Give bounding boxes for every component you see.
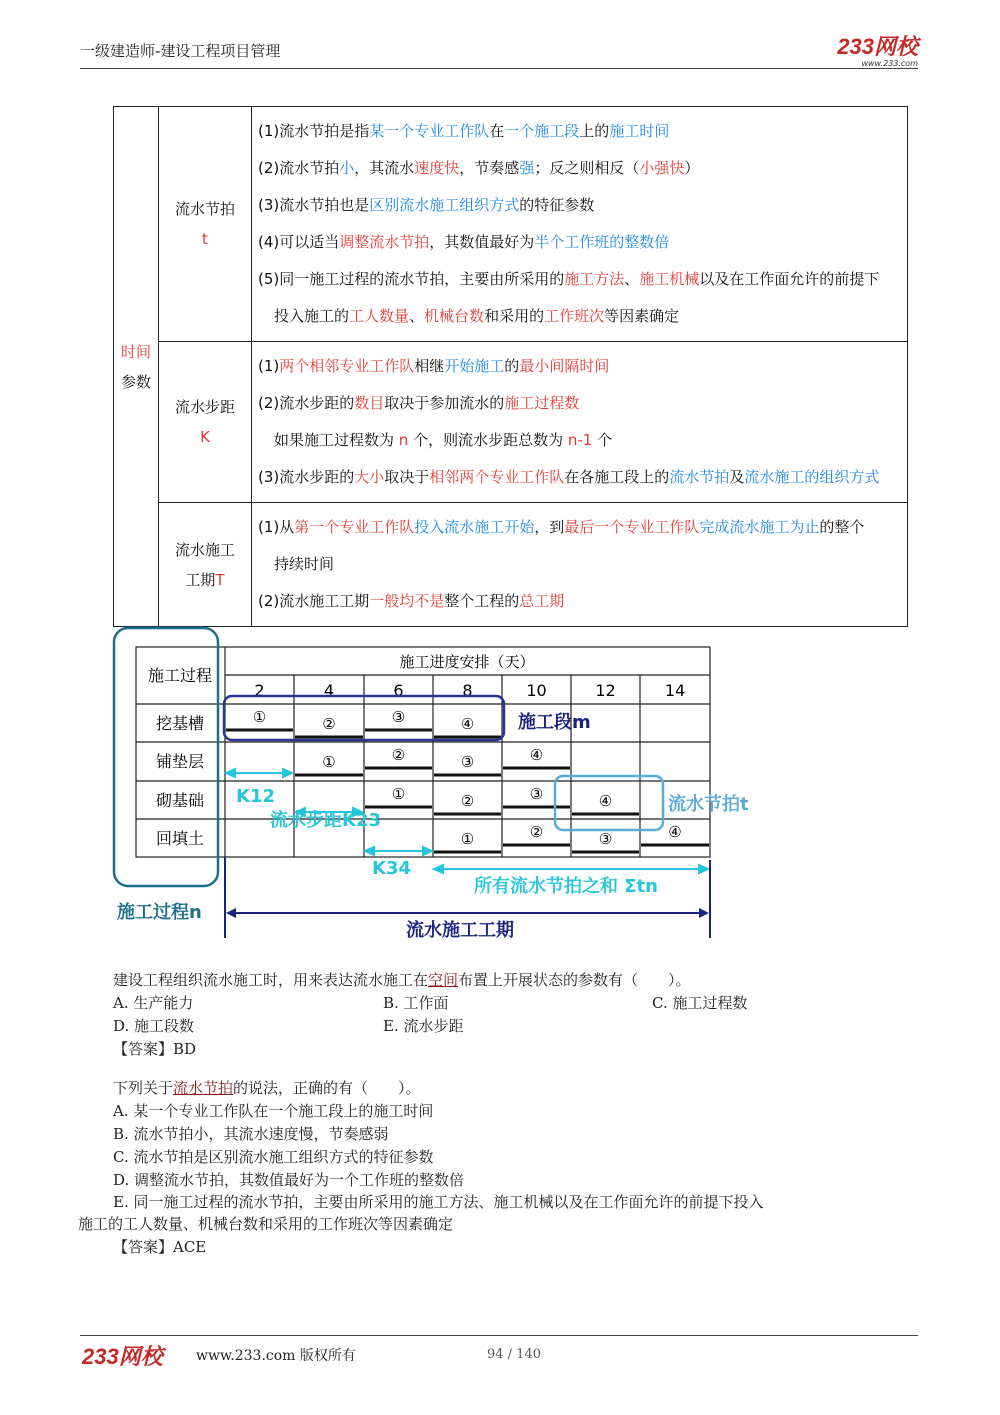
q2-answer: 【答案】ACE xyxy=(113,1238,207,1256)
header-left-label: 施工过程 xyxy=(147,666,213,685)
desc-segment: 总工期 xyxy=(519,592,565,610)
desc-segment: 、 xyxy=(624,270,640,288)
desc-segment: 流水施工的组织方式 xyxy=(744,468,880,486)
desc-line xyxy=(258,348,903,385)
question2-stem xyxy=(113,1077,421,1100)
arrow-head xyxy=(365,847,374,855)
segment-label: ① xyxy=(460,830,475,848)
q1-option-b: B. 工作面 xyxy=(383,994,449,1012)
desc-segment: ） xyxy=(684,159,700,177)
segment-m-label: 施工段m xyxy=(518,712,591,733)
param-desc-takt xyxy=(252,107,908,342)
q1-answer: 【答案】BD xyxy=(113,1040,197,1058)
desc-line xyxy=(258,298,903,335)
segment-label: ④ xyxy=(460,715,475,733)
flow-schedule-chart xyxy=(0,620,1000,960)
day-label: 14 xyxy=(664,681,686,700)
category-label-line2: 参数 xyxy=(120,372,151,391)
param-desc-step xyxy=(252,342,908,503)
schedule-grid xyxy=(136,647,710,857)
q1-stem-post: 布置上开展状态的参数有（ ）。 xyxy=(458,971,691,989)
segment-label: ② xyxy=(391,746,406,764)
desc-segment: 、 xyxy=(409,307,425,325)
q1-option-a: A. 生产能力 xyxy=(113,994,194,1012)
q1-stem-key: 空间 xyxy=(428,971,459,989)
footer-copyright: www.233.com 版权所有 xyxy=(196,1348,356,1364)
category-cell xyxy=(114,107,159,627)
q2-stem-key: 流水节拍 xyxy=(173,1079,234,1097)
desc-segment: 最后一个专业工作队 xyxy=(564,518,700,536)
day-label: 4 xyxy=(323,681,335,700)
param-name-text: 流水施工 xyxy=(174,540,235,559)
desc-segment: 投入流水施工开始 xyxy=(414,518,535,536)
process-n-label: 施工过程n xyxy=(117,902,202,923)
desc-segment: 施工机械 xyxy=(639,270,700,288)
desc-segment: ，其数值最好为 xyxy=(429,233,535,251)
param-name-duration xyxy=(159,503,252,627)
desc-line xyxy=(258,224,903,261)
desc-segment: 的 xyxy=(504,357,520,375)
process-label: 砌基础 xyxy=(155,791,205,810)
desc-segment: 小 xyxy=(339,159,355,177)
segment-label: ① xyxy=(391,785,406,803)
segment-label: ② xyxy=(460,792,475,810)
desc-segment: 速度快 xyxy=(414,159,460,177)
desc-segment: 的特征参数 xyxy=(519,196,595,214)
desc-line xyxy=(258,459,903,496)
logo-url: www.233.com xyxy=(861,59,918,68)
segment-label: ① xyxy=(252,708,267,726)
segment-label: ③ xyxy=(460,753,475,771)
arrow-head xyxy=(423,847,432,855)
arrow-head xyxy=(434,865,443,873)
desc-segment: ，节奏感 xyxy=(459,159,520,177)
segment-label: ④ xyxy=(529,746,544,764)
desc-segment: 在各施工段上的 xyxy=(564,468,670,486)
k23-label: 流水步距K23 xyxy=(270,810,381,831)
day-label: 6 xyxy=(393,681,404,700)
param-name-step xyxy=(159,342,252,503)
desc-segment: 和采用的 xyxy=(484,307,545,325)
day-label: 2 xyxy=(254,681,265,700)
desc-segment: ；反之则相反（ xyxy=(534,159,640,177)
segment-label: ③ xyxy=(598,830,613,848)
arrow-head xyxy=(226,769,235,777)
process-label: 挖基槽 xyxy=(155,714,205,733)
desc-segment: ，其流水 xyxy=(354,159,415,177)
desc-segment: (3)流水步距的 xyxy=(258,468,355,486)
segment-label: ② xyxy=(529,823,544,841)
footer-divider xyxy=(80,1335,918,1336)
q2-stem-pre: 下列关于 xyxy=(113,1079,174,1097)
desc-line xyxy=(258,509,903,546)
desc-segment: 调整流水节拍 xyxy=(339,233,430,251)
desc-segment: (4)可以适当 xyxy=(258,233,340,251)
desc-segment: (2)流水节拍 xyxy=(258,159,340,177)
desc-segment: 相邻两个专业工作队 xyxy=(429,468,565,486)
grid-outline xyxy=(136,647,710,857)
desc-segment: 机械台数 xyxy=(424,307,485,325)
k34-label: K34 xyxy=(372,858,411,879)
param-name-takt xyxy=(159,107,252,342)
day-label: 8 xyxy=(462,681,473,700)
desc-segment: 及 xyxy=(729,468,745,486)
header-divider xyxy=(80,68,918,69)
desc-segment: 小强快 xyxy=(639,159,685,177)
desc-segment: 工人数量 xyxy=(349,307,410,325)
desc-line xyxy=(258,385,903,422)
header-logo xyxy=(837,30,918,68)
desc-segment: 的整个 xyxy=(819,518,865,536)
sum-label: 所有流水节拍之和 Σtn xyxy=(474,876,658,897)
desc-segment: 持续时间 xyxy=(274,555,335,573)
desc-segment: 施工时间 xyxy=(609,122,670,140)
arrow-head xyxy=(699,908,709,918)
q1-option-e: E. 流水步距 xyxy=(383,1017,464,1035)
desc-line xyxy=(258,422,903,459)
desc-segment: 区别流水施工组织方式 xyxy=(369,196,520,214)
param-desc-duration xyxy=(252,503,908,627)
category-label-line1: 时间 xyxy=(120,342,151,361)
desc-segment: 第一个专业工作队 xyxy=(294,518,415,536)
desc-segment: 开始施工 xyxy=(444,357,505,375)
segment-label: ③ xyxy=(391,708,406,726)
desc-segment: 等因素确定 xyxy=(604,307,680,325)
desc-line xyxy=(258,546,903,583)
desc-segment: (2)流水施工工期 xyxy=(258,592,370,610)
q1-option-c: C. 施工过程数 xyxy=(652,994,748,1012)
desc-line xyxy=(258,150,903,187)
desc-segment: 上的 xyxy=(579,122,610,140)
desc-line xyxy=(258,187,903,224)
desc-segment: (1)从 xyxy=(258,518,295,536)
q2-option-a: A. 某一个专业工作队在一个施工段上的施工时间 xyxy=(113,1102,434,1120)
desc-segment: 完成流水施工为止 xyxy=(699,518,820,536)
desc-segment: 取决于 xyxy=(384,468,430,486)
arrow-head xyxy=(226,908,236,918)
segment-label: ④ xyxy=(668,823,682,841)
param-name-text2: 工期 xyxy=(185,570,216,589)
q2-option-c: C. 流水节拍是区别流水施工组织方式的特征参数 xyxy=(113,1148,434,1166)
page-number: 94 / 140 xyxy=(487,1347,541,1362)
day-label: 10 xyxy=(526,681,547,700)
desc-segment: 半个工作班的整数倍 xyxy=(534,233,670,251)
footer-logo: 233网校 xyxy=(82,1344,163,1369)
desc-segment: 强 xyxy=(519,159,535,177)
desc-line xyxy=(258,583,903,620)
desc-segment: 施工方法 xyxy=(564,270,625,288)
desc-segment: (2)流水步距的 xyxy=(258,394,355,412)
desc-segment: 取决于参加流水的 xyxy=(384,394,505,412)
desc-segment: ，到 xyxy=(534,518,565,536)
day-label: 12 xyxy=(595,681,616,700)
desc-segment: 工作班次 xyxy=(544,307,605,325)
desc-segment: (3)流水节拍也是 xyxy=(258,196,370,214)
desc-segment: (1)流水节拍是指 xyxy=(258,122,370,140)
param-name-text: 流水步距 xyxy=(174,398,235,416)
desc-line xyxy=(258,113,903,150)
k12-label: K12 xyxy=(236,786,275,807)
segment-label: ④ xyxy=(598,792,613,810)
desc-segment: 流水节拍 xyxy=(669,468,730,486)
q1-option-d: D. 施工段数 xyxy=(113,1017,195,1035)
q2-option-e-line2: 施工的工人数量、机械台数和采用的工作班次等因素确定 xyxy=(78,1215,454,1233)
q2-stem-post: 的说法，正确的有（ ）。 xyxy=(233,1079,421,1097)
desc-segment: 如果施工过程数为 xyxy=(274,431,399,449)
desc-segment: (5)同一施工过程的流水节拍，主要由所采用的 xyxy=(258,270,565,288)
desc-segment: 一般均不是 xyxy=(369,592,445,610)
desc-segment: 某一个专业工作队 xyxy=(369,122,490,140)
header-top-label: 施工进度安排（天） xyxy=(399,653,535,671)
desc-segment: (1) xyxy=(258,357,280,375)
desc-segment: 两个相邻专业工作队 xyxy=(279,357,415,375)
segment-label: ③ xyxy=(529,785,544,803)
desc-segment: 投入施工的 xyxy=(274,307,350,325)
desc-segment: n-1 xyxy=(567,431,593,449)
desc-segment: 个，则流水步距总数为 xyxy=(408,431,568,449)
param-symbol: T xyxy=(215,570,225,589)
desc-segment: 在 xyxy=(489,122,505,140)
arrow-head xyxy=(699,865,708,873)
desc-segment: 施工过程数 xyxy=(504,394,580,412)
desc-segment: 以及在工作面允许的前提下 xyxy=(699,270,880,288)
q2-option-b: B. 流水节拍小，其流水速度慢，节奏感弱 xyxy=(113,1125,389,1143)
arrow-head xyxy=(283,769,292,777)
desc-segment: 数目 xyxy=(354,394,385,412)
q2-option-d: D. 调整流水节拍，其数值最好为一个工作班的整数倍 xyxy=(113,1171,465,1189)
param-name-text: 流水节拍 xyxy=(174,200,235,218)
q1-stem-pre: 建设工程组织流水施工时，用来表达流水施工在 xyxy=(113,971,429,989)
header-title: 一级建造师-建设工程项目管理 xyxy=(80,42,281,60)
desc-segment: 一个施工段 xyxy=(504,122,580,140)
process-label: 回填土 xyxy=(155,829,205,848)
desc-segment: 最小间隔时间 xyxy=(519,357,610,375)
param-symbol: K xyxy=(200,428,210,446)
segment-label: ② xyxy=(322,715,336,733)
desc-segment: 大小 xyxy=(354,468,385,486)
segment-label: ① xyxy=(322,753,336,771)
duration-label: 流水施工工期 xyxy=(406,920,514,941)
takt-t-label: 流水节拍t xyxy=(668,794,749,815)
param-symbol: t xyxy=(202,230,208,248)
process-label: 铺垫层 xyxy=(155,752,205,771)
q2-option-e-line1: E. 同一施工过程的流水节拍，主要由所采用的施工方法、施工机械以及在工作面允许的前提下投入 xyxy=(113,1193,764,1211)
desc-segment: 整个工程的 xyxy=(444,592,520,610)
question1-stem xyxy=(113,969,691,992)
desc-segment: 个 xyxy=(592,431,613,449)
desc-segment: 相继 xyxy=(414,357,445,375)
time-parameter-table xyxy=(113,106,908,627)
desc-segment: n xyxy=(398,431,409,449)
desc-line xyxy=(258,261,903,298)
logo-text: 233网校 xyxy=(837,34,918,59)
